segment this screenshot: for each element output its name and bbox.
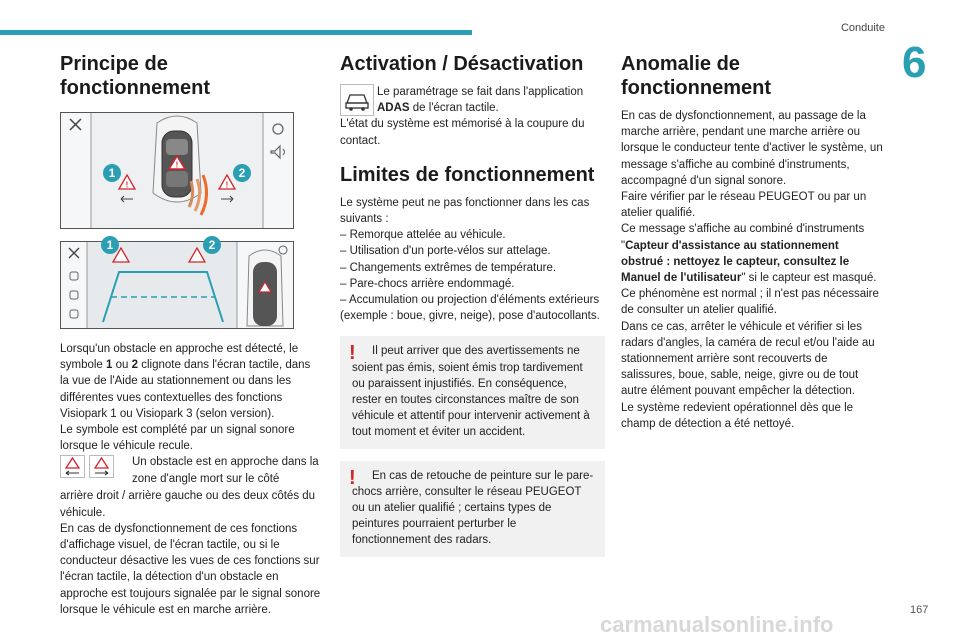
chapter-number: 6 xyxy=(902,38,927,87)
principe-paragraph-1: Lorsqu'un obstacle en approche est détecté, le symbole 1 ou 2 clignote dans l'écran tactile, dans la vue de l'Aide au stationnement ou dans les différentes vues contextuelles des fonctions Visiopark 1 ou Visiopark 3 (selon version). xyxy=(60,343,311,420)
warning-exclamation-icon: ! xyxy=(349,342,356,365)
principe-paragraph-4: En cas de dysfonctionnement de ces fonctions d'affichage visuel, de l'écran tactile, ou si le conducteur désactive les vues de ces fonctions sur l'écran tactile, la détection d'un obstacle en approche est toujours signalée par le signal sonore lorsque le véhicule est en marche arrière. xyxy=(60,522,321,616)
activation-text-2: ADAS de l'écran tactile. xyxy=(377,102,499,115)
blind-spot-note xyxy=(60,454,322,488)
limites-item-1: – Remorque attelée au véhicule. xyxy=(340,229,506,242)
adas-car-icon xyxy=(340,84,374,116)
anomalie-paragraph-6: Le système redevient opérationnel dès que le champ de détection a été nettoyé. xyxy=(621,401,854,430)
limites-item-4: – Pare-chocs arrière endommagé. xyxy=(340,277,515,290)
warning-box-2 xyxy=(340,461,605,557)
anomalie-paragraph-2: Faire vérifier par le réseau PEUGEOT ou par un atelier qualifié. xyxy=(621,191,867,220)
column-principe xyxy=(60,52,322,618)
heading-activation: Activation / Désactivation xyxy=(340,53,584,75)
watermark: carmanualsonline.info xyxy=(600,612,834,637)
svg-text:!: ! xyxy=(125,180,129,190)
parking-top-view-illustration xyxy=(61,113,293,228)
warning-right-icon xyxy=(89,455,114,478)
camera-badge-1: 1 xyxy=(101,236,119,254)
limites-intro: Le système peut ne pas fonctionner dans les cas suivants : xyxy=(340,196,590,226)
camera-view-illustration xyxy=(61,242,293,328)
warning-left-icon xyxy=(60,455,85,478)
figure-badge-2: 2 xyxy=(233,164,251,182)
heading-principe: Principe de fonctionnement xyxy=(60,53,210,99)
warning-exclamation-icon-2: ! xyxy=(349,466,356,489)
warning-text-2: En cas de retouche de peinture sur le pare-chocs arrière, consulter le réseau PEUGEOT ou un atelier qualifié ; certains types de peintures pourraient perturber le fonctionnement des radars. xyxy=(352,469,594,547)
header-accent-bar xyxy=(0,30,472,35)
principe-paragraph-2: Le symbole est complété par un signal sonore lorsque le véhicule recule. xyxy=(60,424,295,453)
limites-item-3: – Changements extrêmes de température. xyxy=(340,261,557,274)
activation-note xyxy=(340,84,605,116)
warning-box-1 xyxy=(340,336,605,448)
anomalie-paragraph-5: Dans ce cas, arrêter le véhicule et vérifier si les radars d'angles, la caméra de recul et/ou l'aide au stationnement arrière sont recouverts de salissures, boue, sable, neige, givre ou de tout autre élément pouvant empêcher la détection. xyxy=(621,320,875,398)
figure-badge-1: 1 xyxy=(103,164,121,182)
heading-limites: Limites de fonctionnement xyxy=(340,163,595,186)
svg-text:!: ! xyxy=(225,180,229,190)
blind-spot-text-indent: Un obstacle est en approche dans la zone d'angle mort sur le côté xyxy=(132,456,319,485)
svg-text:!: ! xyxy=(175,160,179,170)
section-title: Conduite xyxy=(840,22,885,34)
heading-anomalie: Anomalie de fonctionnement xyxy=(621,53,771,99)
activation-text-1: Le paramétrage se fait dans l'application xyxy=(377,86,584,98)
limites-item-5: – Accumulation ou projection d'éléments extérieurs (exemple : boue, givre, neige), pose d'autocollants. xyxy=(340,294,600,323)
blind-spot-icons xyxy=(60,455,114,478)
figure-parking-top-view xyxy=(60,112,294,229)
column-activation xyxy=(340,52,605,557)
camera-badge-2: 2 xyxy=(203,236,221,254)
page-number: 167 xyxy=(910,604,929,616)
anomalie-paragraph-4: Ce phénomène est normal ; il n'est pas nécessaire de consulter un atelier qualifié. xyxy=(621,288,879,317)
blind-spot-text-rest: arrière droit / arrière gauche ou des deux côtés du véhicule. xyxy=(60,490,316,519)
figure-camera-view xyxy=(60,238,294,329)
anomalie-paragraph-1: En cas de dysfonctionnement, au passage de la marche arrière, pendant une marche arrière ou lorsque le conducteur tente d'activer le système, un message s'affiche au combiné d'instruments, accompagné d'un signal sonore. xyxy=(621,110,883,187)
activation-text-3: L'état du système est mémorisé à la coupure du contact. xyxy=(340,118,585,147)
anomalie-paragraph-3: Ce message s'affiche au combiné d'instruments "Capteur d'assistance au stationnement obstrué : nettoyez le capteur, consultez le Manuel de l'utilisateur" si le capteur est masqué. xyxy=(621,223,877,285)
limites-item-2: – Utilisation d'un porte-vélos sur attelage. xyxy=(340,245,551,258)
warning-text-1: Il peut arriver que des avertissements ne soient pas émis, soient émis trop tardivement ou paraissent injustifiés. En conséquence, rester en toutes circonstances maître de son véhicule et attentif pour intervenir activement à tout moment et éviter un accident. xyxy=(352,345,590,439)
column-anomalie xyxy=(621,52,883,432)
